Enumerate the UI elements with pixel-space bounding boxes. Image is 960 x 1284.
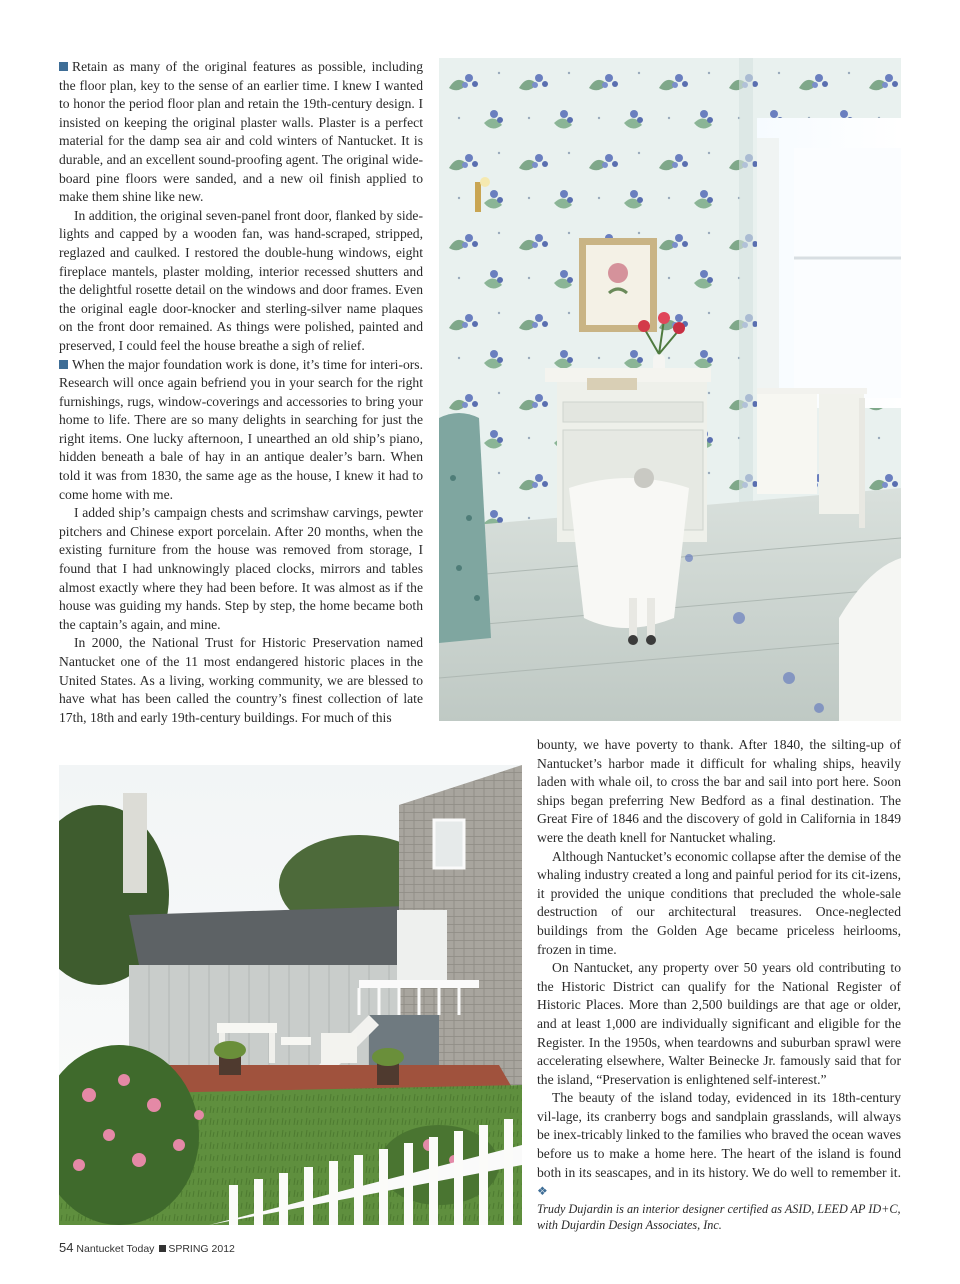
- paragraph: When the major foundation work is done, it’s time for interi-ors. Research will once again befriend you in your search for the right furnishings, rugs, window-coverings and accessories to bring your home to life. There are so many delights in searching for just the right items. One lucky afternoon, I unearthed an old ship’s piano, hidden beneath a bale of hay in an antique dealer’s barn. When told it was from 1830, the same age as the house, I knew it had to come home with me.: [59, 356, 423, 502]
- page-number: 54: [59, 1240, 74, 1255]
- paragraph: Retain as many of the original features as possible, including the floor plan, key to the sense of an earlier time. I knew I wanted to honor the period floor plan and retain the 19th-century design. I insisted on keeping the original plaster walls. Plaster is a perfect material for the damp sea air and cold winters of Nantucket. It is durable, and an excellent sound-proofing agent. The original wide-board pine floors were sanded, and a new oil finish applied to make them shine like new.: [59, 59, 423, 205]
- garden-courtyard-photo: [59, 765, 522, 1225]
- interior-bedroom-photo: [439, 58, 901, 721]
- section-square-icon: [59, 62, 68, 71]
- paragraph: bounty, we have poverty to thank. After 1840, the silting-up of Nantucket’s harbor made it difficult for whaling ships, heavily laden with whale oil, to cross the bar and sail into port here. Soon ships began preferring New Bedford as a final destination. The Great Fire of 1846 and the discovery of gold in California in 1849 were the death knell for Nantucket whaling.: [537, 737, 901, 845]
- paragraph: On Nantucket, any property over 50 years old contributing to the Historic District can qualify for the National Register of Historic Places. More than 2,500 buildings are that age or older, and at least 1,000 are individually significant and eligible for the Register. In the 1950s, when teardowns and suburban sprawl were accelerating elsewhere, Walter Beinecke Jr. famously said that for the island, “Preservation is enlightened self-interest.”: [537, 960, 901, 1087]
- footer-square-icon: [159, 1245, 166, 1252]
- author-byline: Trudy Dujardin is an interior designer certified as ASID, LEED AP ID+C, with Dujardin Design Associates, Inc.: [537, 1201, 901, 1232]
- page-footer: [59, 1240, 235, 1255]
- left-text-column: [59, 58, 423, 727]
- paragraph: Although Nantucket’s economic collapse after the demise of the whaling industry created a long and painful period for its cit-izens, it provided the unique conditions that precluded the whole-sale destruction of our architectural treasures. Once-neglected buildings from the Golden Age became priceless heirlooms, frozen in time.: [537, 848, 901, 957]
- paragraph: I added ship’s campaign chests and scrimshaw carvings, pewter pitchers and Chinese export porcelain. After 20 months, when the existing furniture from the house was removed from storage, I found that I had unknowingly placed clocks, mirrors and tables almost exactly where they had been before. It was almost as if the house was guiding my hands. Step by step, the home became both the captain’s again, and mine.: [59, 505, 423, 632]
- paragraph: In addition, the original seven-panel front door, flanked by side-lights and capped by a wooden fan, was hand-scraped, stripped, reglazed and caulked. I restored the double-hung windows, eight fireplace mantels, plaster molding, interior recessed shutters and the delightful rosette detail on the windows and door frames. Even the original eagle door-knocker and sterling-silver name plaques on the front door remained. As things were polished, painted and preserved, I could feel the house breathe a sigh of relief.: [59, 207, 423, 353]
- right-text-column: [537, 736, 901, 1233]
- section-square-icon: [59, 360, 68, 369]
- paragraph: In 2000, the National Trust for Historic Preservation named Nantucket one of the 11 most endangered historic places in the United States. As a living, working community, we are blessed to have what has been called the country’s finest collection of late 17th, 18th and early 19th-century buildings. For much of this: [59, 635, 423, 725]
- issue-label: SPRING 2012: [168, 1243, 235, 1255]
- end-mark-icon: ❖: [537, 1184, 548, 1199]
- publication-name: Nantucket Today: [76, 1243, 155, 1255]
- paragraph: The beauty of the island today, evidenced in its 18th-century vil-lage, its cranberry bogs and sandplain grasslands, will always be inex-tricably linked to the families who braved the ocean waves before us to make a home here. The heart of the island is found both in its seascapes, and in its history. We do well to remember it. ❖: [537, 1090, 901, 1199]
